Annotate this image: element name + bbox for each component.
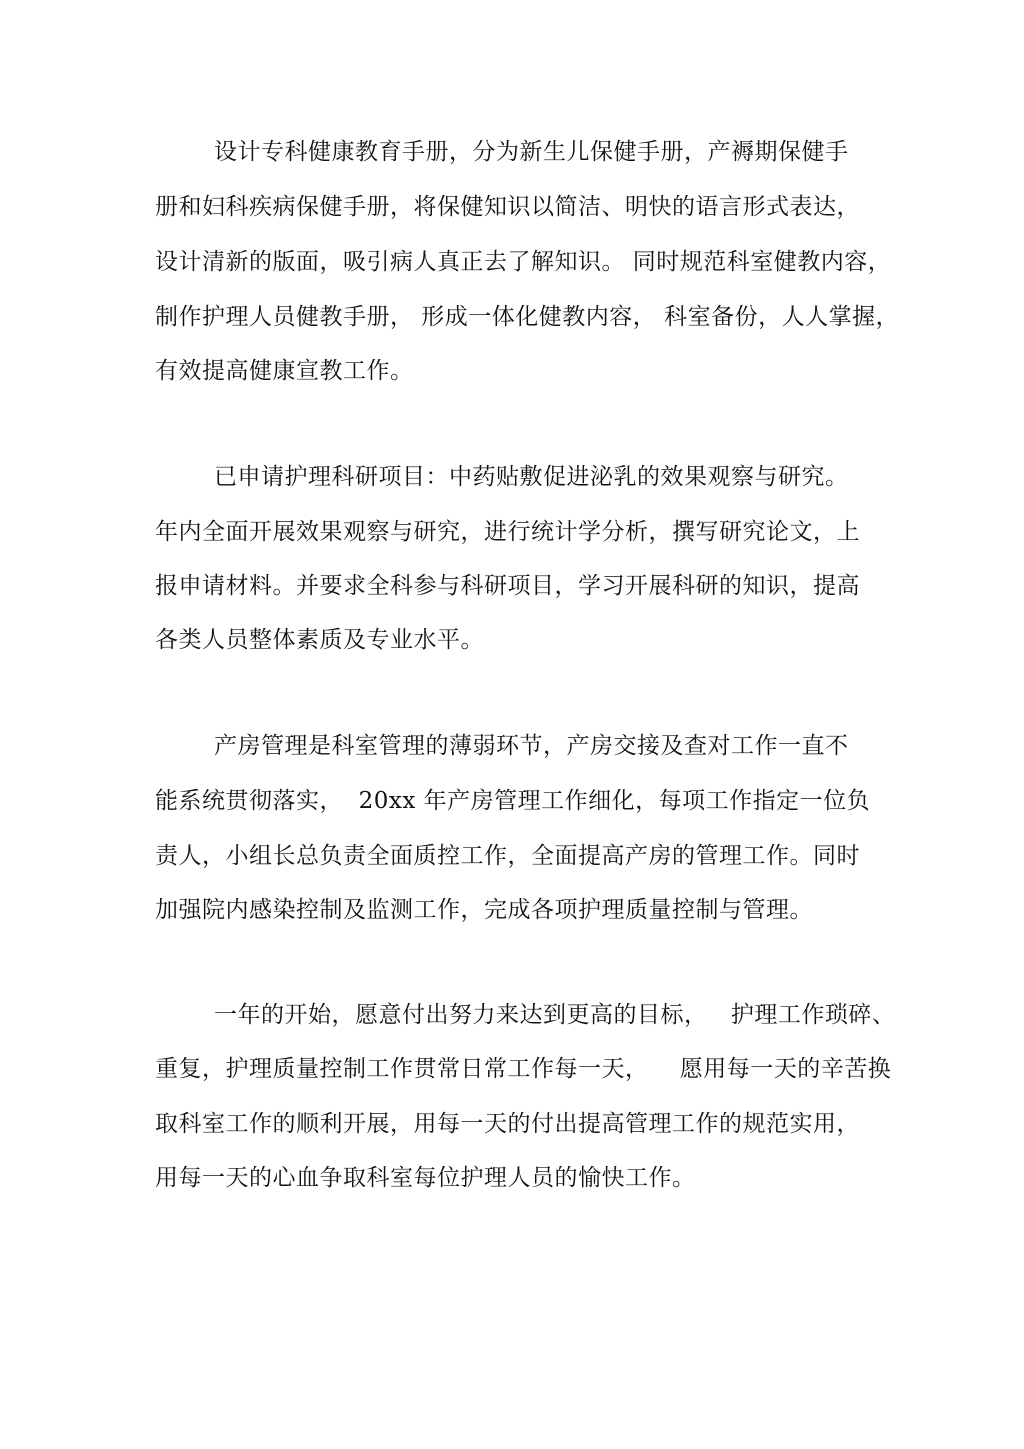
paragraph-line: 册和妇科疾病保健手册，将保健知识以简洁、明快的语言形式表达， <box>155 194 860 220</box>
paragraph-line: 设计专科健康教育手册，分为新生儿保健手册，产褥期保健手 <box>214 139 849 165</box>
paragraph-line: 责人，小组长总负责全面质控工作，全面提高产房的管理工作。同时 <box>155 843 860 869</box>
paragraph-line: 报申请材料。并要求全科参与科研项目，学习开展科研的知识，提高 <box>155 573 860 599</box>
paragraph-line: 各类人员整体素质及专业水平。 <box>155 627 484 653</box>
paragraph-line: 一年的开始，愿意付出努力来达到更高的目标， 护理工作琐碎、 <box>214 1002 896 1028</box>
paragraph-line: 制作护理人员健教手册， 形成一体化健教内容， 科室备份，人人掌握， <box>155 304 900 330</box>
paragraph-line: 用每一天的心血争取科室每位护理人员的愉快工作。 <box>155 1165 696 1191</box>
paragraph-line: 产房管理是科室管理的薄弱环节，产房交接及查对工作一直不 <box>214 733 849 759</box>
paragraph-line: 加强院内感染控制及监测工作，完成各项护理质量控制与管理。 <box>155 897 813 923</box>
paragraph-line: 能系统贯彻落实， 20xx 年产房管理工作细化，每项工作指定一位负 <box>155 788 871 814</box>
paragraph-line: 取科室工作的顺利开展，用每一天的付出提高管理工作的规范实用， <box>155 1111 860 1137</box>
paragraph-line: 有效提高健康宣教工作。 <box>155 358 414 384</box>
paragraph-line: 已申请护理科研项目：中药贴敷促进泌乳的效果观察与研究。 <box>214 464 849 490</box>
paragraph-line: 设计清新的版面，吸引病人真正去了解知识。 同时规范科室健教内容， <box>155 249 892 275</box>
paragraph-line: 年内全面开展效果观察与研究，进行统计学分析，撰写研究论文，上 <box>155 519 860 545</box>
paragraph-line: 重复，护理质量控制工作贯常日常工作每一天， 愿用每一天的辛苦换 <box>155 1056 892 1082</box>
